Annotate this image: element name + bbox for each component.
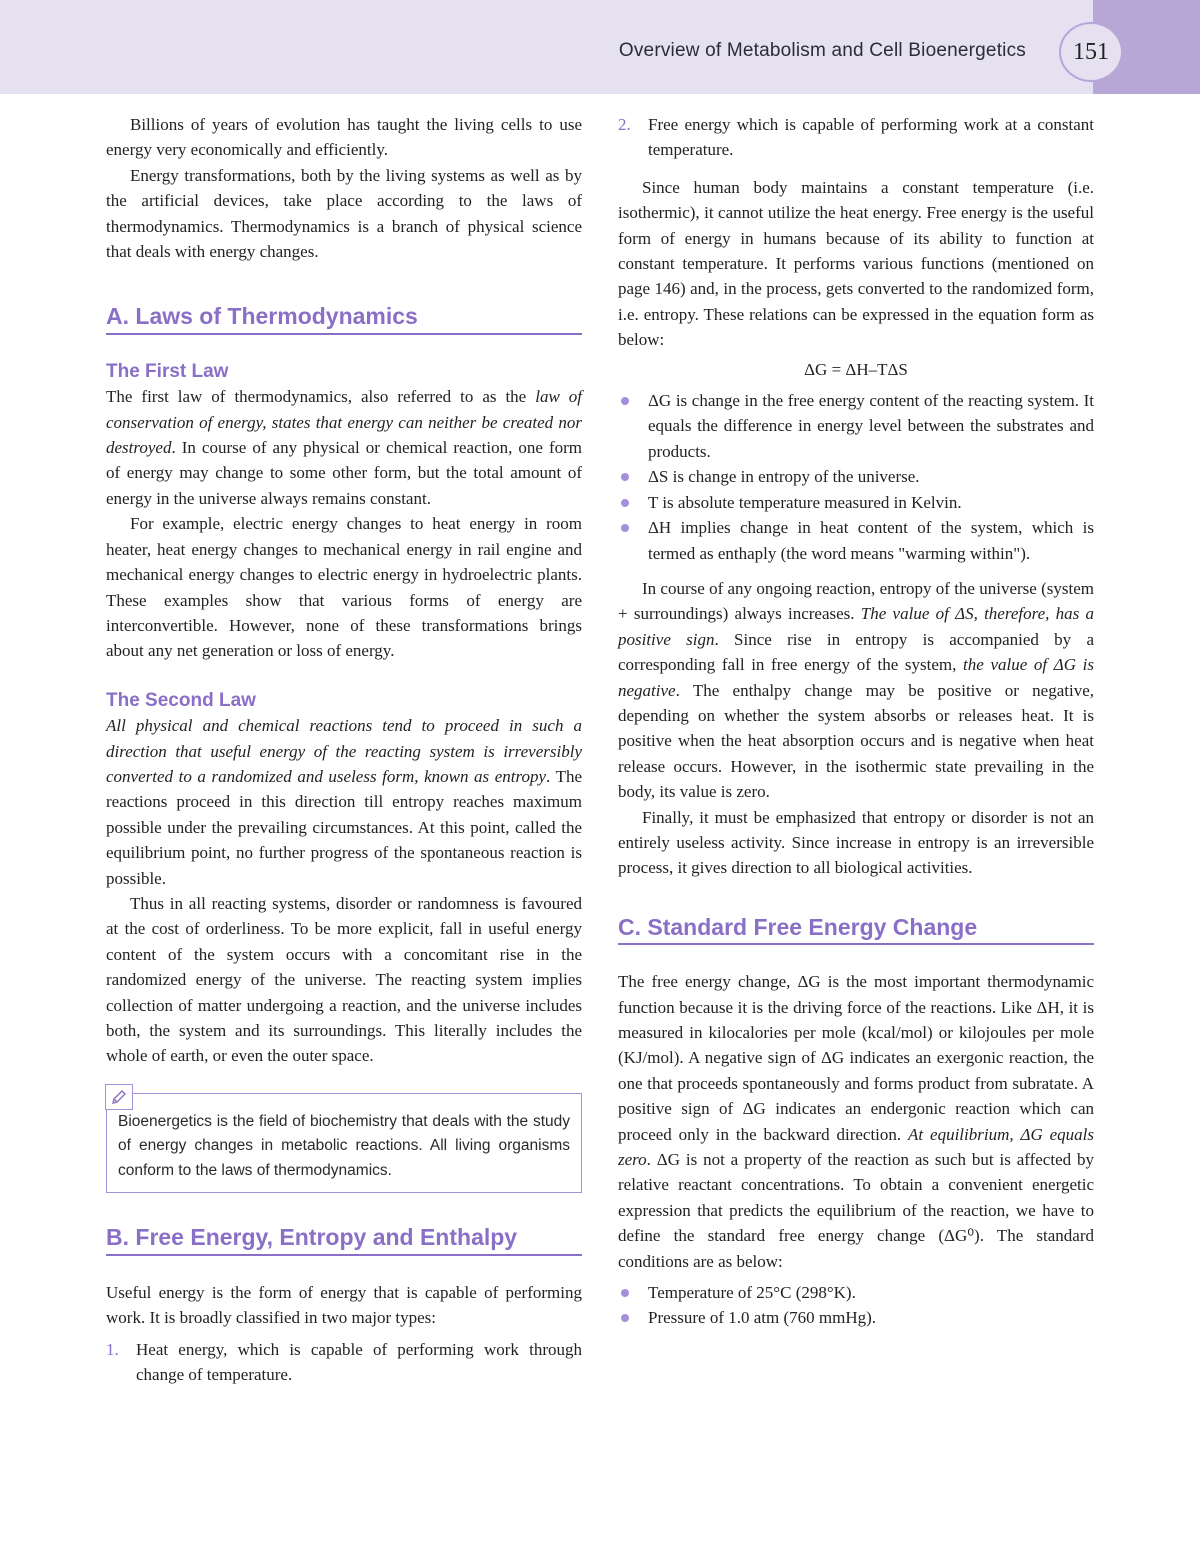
second-law-paragraph-2: Thus in all reacting systems, disorder or randomness is favoured at the cost of orderliness. To be more explicit, fall in useful energy content of the system occurs with a concomitant rise in the randomized energy of the universe. The reacting system implies collection of matter undergoing a reaction, and the universe includes both, the system and its surroundings. This literally includes the whole of earth, or even the outer space. — [106, 893, 582, 1066]
section-a-title: A. Laws of Thermodynamics — [106, 304, 582, 334]
intro-paragraph-2: Energy transformations, both by the living systems as well as by the artificial devices, take place according to the laws of thermodynamics. Thermodynamics is a branch of physical science that deals with energy changes. — [106, 165, 582, 262]
equation: ΔG = ΔH–TΔS — [804, 359, 908, 379]
list-item: 2. Free energy which is capable of performing work at a constant temperature. — [618, 115, 1094, 160]
conditions-list — [618, 1280, 1094, 1331]
section-b-paragraph: Useful energy is the form of energy that is capable of performing work. It is broadly classified in two major types: — [106, 1282, 582, 1328]
list-item: ΔG is change in the free energy content of the reacting system. It equals the difference in energy level between the substrates and products. — [618, 388, 1094, 464]
note-text: Bioenergetics is the field of biochemistry that deals with the study of energy changes in metabolic reactions. All living organisms conform to the laws of thermodynamics. — [118, 1112, 570, 1179]
second-law-title: The Second Law — [106, 689, 256, 711]
list-item: T is absolute temperature measured in Kelvin. — [618, 490, 1094, 515]
second-law-paragraph-1: All physical and chemical reactions tend to proceed in such a direction that useful energy of the reacting system is irreversibly converted to a randomized and useless form, known as entropy. The reactions proceed in this direction till entropy reaches maximum possible under the prevailing circumstances. At this point, called the equilibrium point, no further progress of the spontaneous reaction is possible. — [106, 716, 582, 888]
first-law-title: The First Law — [106, 360, 229, 382]
list-item: Temperature of 25°C (298°K). — [618, 1280, 1094, 1305]
section-c-title: C. Standard Free Energy Change — [618, 915, 1094, 945]
list-item: 1. Heat energy, which is capable of performing work through change of temperature. — [106, 1339, 582, 1384]
section-c-paragraph: The free energy change, ΔG is the most important thermodynamic function because it is the driving force of the reactions. Like ΔH, it is measured in kilocalories per mole (kcal/mol) or kilojoules per mole (KJ/mol). A negative sign of ΔG indicates an exergonic reaction, the one that proceeds spontaneously and forms product from subratate. A positive sign of ΔG indicates an endergonic reaction which can proceed only in the backward direction. At equilibrium, ΔG equals zero. ΔG is not a property of the reaction as such but is affected by relative reactant concentrations. To obtain a convenient energetic expression that predicts the equilibrium of the reaction, we have to define the standard free energy change (ΔG⁰). The standard conditions are as below: — [618, 972, 1094, 1271]
running-title: Overview of Metabolism and Cell Bioenergetics — [618, 40, 1026, 61]
left-column — [106, 112, 582, 1387]
page-number: 151 — [1059, 22, 1123, 82]
pencil-icon — [105, 1084, 133, 1110]
first-law-paragraph-2: For example, electric energy changes to heat energy in room heater, heat energy changes to mechanical energy in rail engine and mechanical energy changes to electric energy in hydroelectric plants. These examples show that various forms of energy are interconvertible. However, none of these transformations brings about any net generation or loss of energy. — [106, 514, 582, 661]
bullet-list — [618, 388, 1094, 566]
intro-paragraph-1: Billions of years of evolution has taught the living cells to use energy very economically and efficiently. — [106, 115, 582, 160]
list-item: Pressure of 1.0 atm (760 mmHg). — [618, 1305, 1094, 1330]
finally-paragraph: Finally, it must be emphasized that entropy or disorder is not an entirely useless activity. Since increase in entropy is an irreversible process, it gives direction to all biological activities. — [618, 807, 1094, 878]
first-law-paragraph-1: The first law of thermodynamics, also referred to as the law of conservation of energy, states that energy can neither be created nor destroyed. In course of any physical or chemical reaction, one form of energy may change to some other form, but the total amount of energy in the universe always remains constant. — [106, 387, 582, 508]
list-item: ΔH implies change in heat content of the system, which is termed as enthaply (the word means "warming within"). — [618, 515, 1094, 566]
list-item: ΔS is change in entropy of the universe. — [618, 464, 1094, 489]
section-b-title: B. Free Energy, Entropy and Enthalpy — [106, 1225, 582, 1255]
free-energy-paragraph: Since human body maintains a constant temperature (i.e. isothermic), it cannot utilize the heat energy. Free energy is the useful form of energy in humans because of its ability to function at constant temperature. It performs various functions (mentioned on page 146) and, in the process, gets converted to the randomized form, i.e. entropy. These relations can be expressed in the equation form as below: — [618, 177, 1094, 350]
note-box — [106, 1093, 582, 1194]
right-column — [618, 112, 1094, 1331]
entropy-paragraph: In course of any ongoing reaction, entropy of the universe (system + surroundings) always increases. The value of ΔS, therefore, has a positive sign. Since rise in entropy is accompanied by a corresponding fall in free energy of the system, the value of ΔG is negative. The enthalpy change may be positive or negative, depending on whether the system absorbs or releases heat. It is positive when the heat absorption occurs and is negative when heat release occurs. However, in the isothermic state prevailing in the body, its value is zero. — [618, 578, 1094, 802]
